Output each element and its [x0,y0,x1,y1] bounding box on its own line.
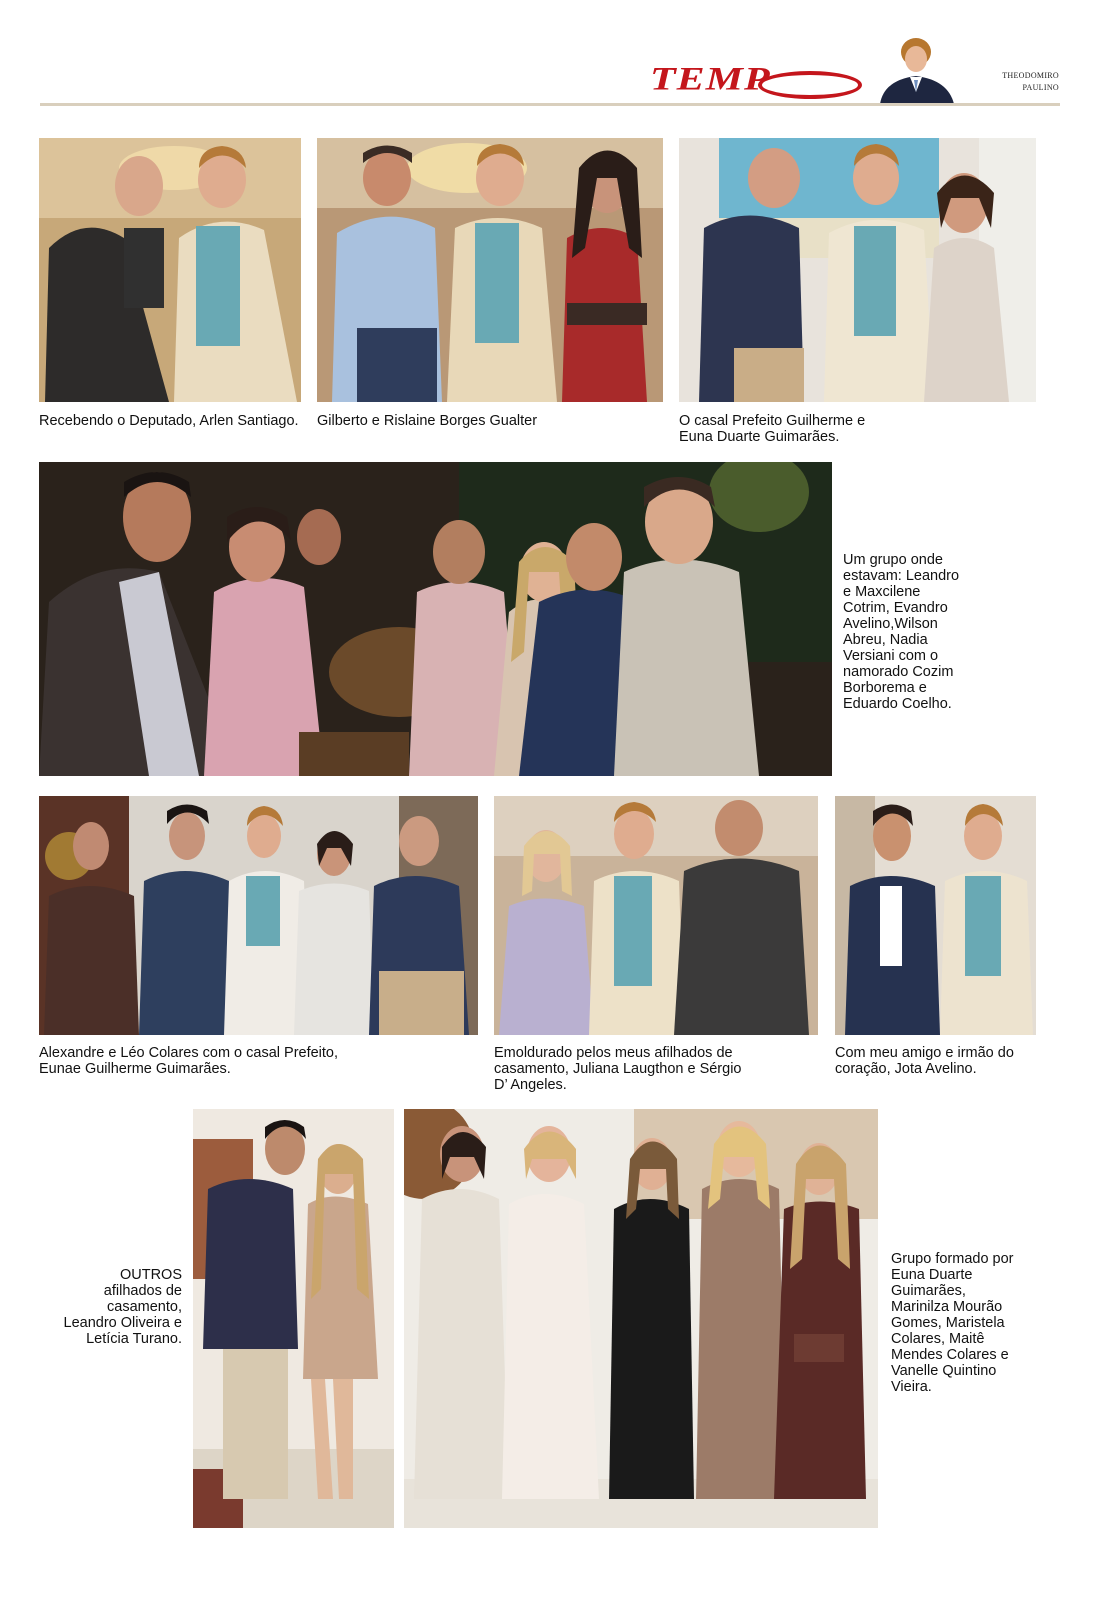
caption-leandro-leticia: OUTROS afilhados de casamento, Leandro Oliveira e Letícia Turano. [63,1267,182,1347]
author-last-name: PAULINO [1022,83,1059,92]
photo-alexandre-leo-colares [39,796,478,1035]
caption-gilberto-rislaine: Gilberto e Rislaine Borges Gualter [317,413,538,429]
photo-gilberto-rislaine [317,138,663,402]
author-portrait [876,32,960,104]
photo-juliana-sergio [494,796,818,1035]
photo-deputado-arlen [39,138,301,402]
brand-logo: TEMP [650,61,771,98]
photo-jota-avelino [835,796,1036,1035]
header-rule [40,103,1060,106]
caption-jota-avelino: Com meu amigo e irmão do coração, Jota Avelino. [835,1045,1014,1077]
caption-juliana-sergio: Emoldurado pelos meus afilhados de casamento, Juliana Laugthon e Sérgio D’ Angeles. [494,1045,742,1093]
brand-logo-o-mark [758,71,862,99]
caption-prefeito-guilherme-euna: O casal Prefeito Guilherme e Euna Duarte Guimarães. [679,413,866,445]
caption-alexandre-leo-colares: Alexandre e Léo Colares com o casal Prefeito, Eunae Guilherme Guimarães. [39,1045,339,1077]
author-first-name: THEODOMIRO [1002,71,1059,80]
caption-ladies-group: Grupo formado por Euna Duarte Guimarães, Marinilza Mourão Gomes, Maristela Colares, Maitê Mendes Colares e Vanelle Quintino Vieira. [891,1251,1014,1395]
photo-ladies-group [404,1109,878,1528]
caption-deputado-arlen: Recebendo o Deputado, Arlen Santiago. [39,413,299,429]
author-name [1002,70,1059,94]
photo-group-night [39,462,832,776]
photo-prefeito-guilherme-euna [679,138,1036,402]
caption-group-night: Um grupo onde estavam: Leandro e Maxcilene Cotrim, Evandro Avelino,Wilson Abreu, Nadia Versiani com o namorado Cozim Borborema e Eduardo Coelho. [843,552,960,712]
photo-leandro-leticia [193,1109,394,1528]
